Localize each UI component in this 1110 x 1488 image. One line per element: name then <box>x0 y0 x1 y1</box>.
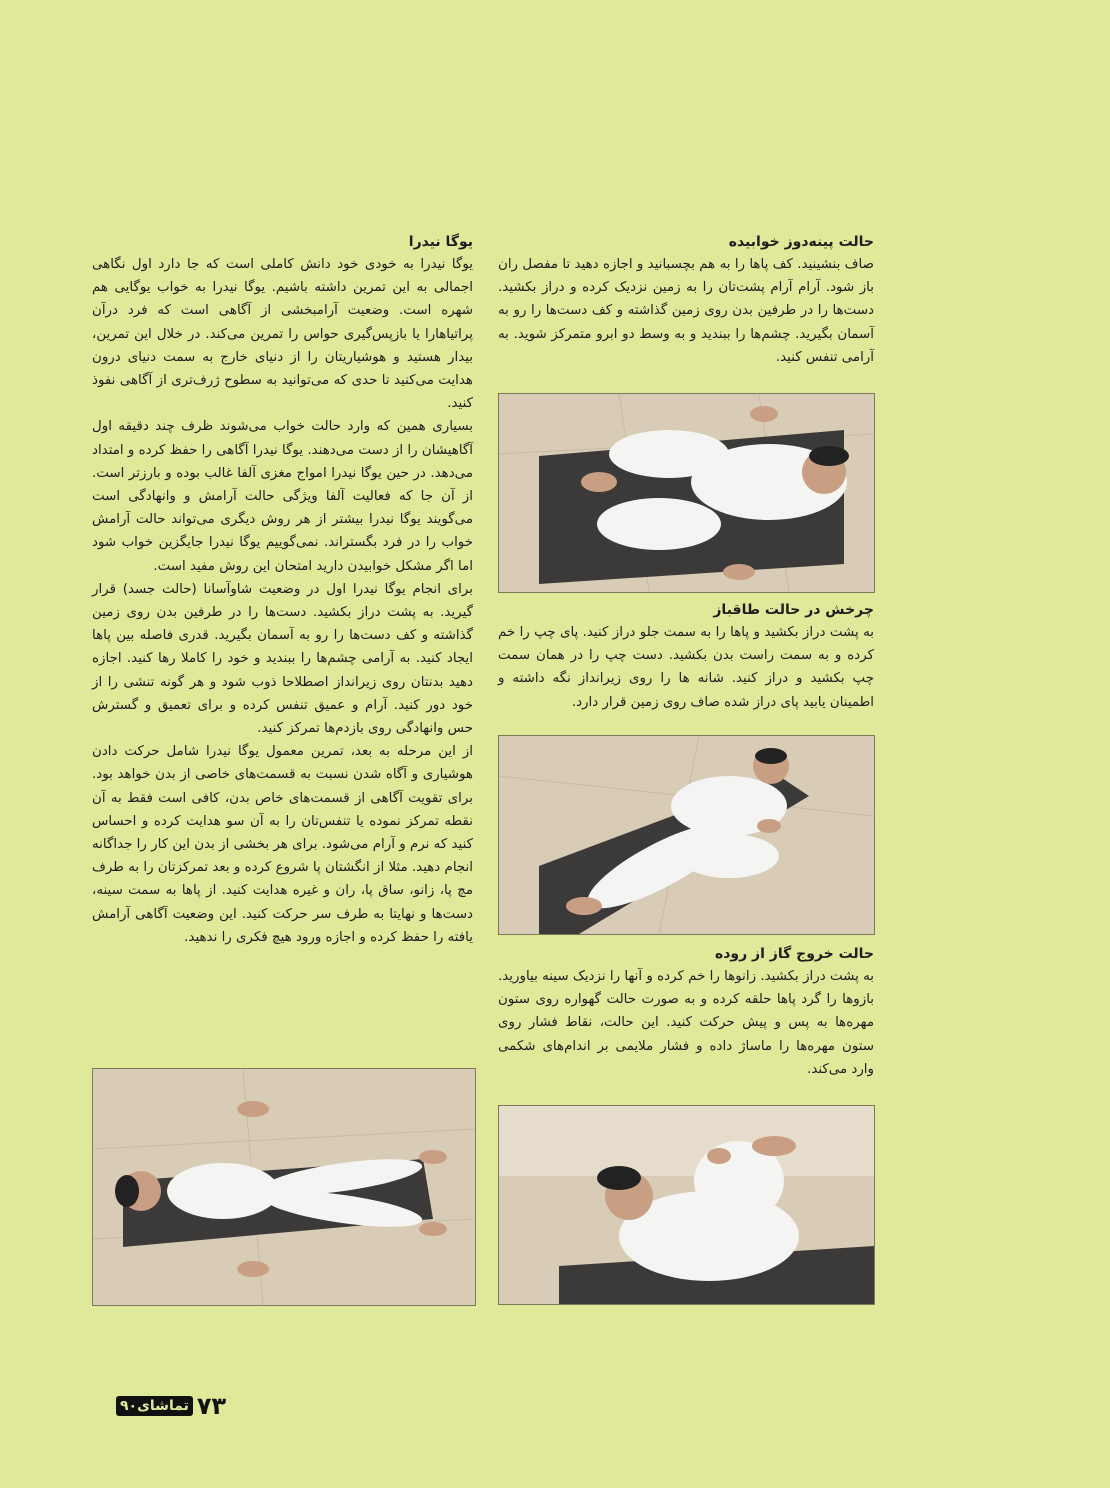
feet <box>752 1136 796 1156</box>
hand <box>723 564 755 580</box>
section-title: حالت خروج گاز از روده <box>714 946 874 962</box>
magazine-logo: تماشای۹۰ <box>116 1396 193 1416</box>
section-body: صاف بنشینید. کف پاها را به هم بچسبانید و اجازه دهید تا مفصل ران باز شود. آرام آرام پشت‌تان را به زمین نزدیک کرده و دراز بکشید. دست‌ها را در طرفین بدن روی زمین گذاشته و کف دست‌ها را رو به آسمان بگیرید. چشم‌ها را ببندید و به وسط دو ابرو متمرکز شوید. به آرامی تنفس کنید. <box>498 257 874 365</box>
section-title: حالت پینه‌دوز خوابیده <box>728 234 874 250</box>
paragraph: از این مرحله به بعد، تمرین معمول یوگا نیدرا شامل حرکت دادن هوشیاری و آگاه شدن نسبت به قسمت‌های خاصی از بدن خواهد بود. برای تقویت آگاهی از قسمت‌های خاص بدن، کافی است فقط به آن نقطه تمرکز نموده یا تنفس‌تان را به آن سو هدایت کرده و احساس کنید که نرم و آرام می‌شود. برای هر بخشی از بدن این کار را جداگانه انجام دهید. مثلا از انگشتان پا شروع کرده و بعد تمرکزتان را به طرف مچ پا، زانو، ساق پا، ران و غیره هدایت کنید. از پاها به سمت سینه، دست‌ها و نهایتا به طرف سر حرکت کنید. این وضعیت آگاهی آرامش یافته را حفظ کرده و اجازه ورود هیچ فکری را ندهید. <box>92 744 473 945</box>
left-leg <box>609 430 729 478</box>
section-title: چرخش در حالت طاقباز <box>713 602 874 618</box>
section-title: یوگا نیدرا <box>408 234 473 250</box>
photo-apanasana <box>498 1105 875 1305</box>
photo-savasana <box>92 1068 476 1306</box>
photo-supine-twist <box>498 735 875 935</box>
feet <box>581 472 617 492</box>
page-number: ۷۳ <box>196 1392 227 1420</box>
section-body: به پشت دراز بکشید. زانوها را خم کرده و آنها را نزدیک سینه بیاورید. بازوها را گرد پاها حلقه کرده و به صورت حالت گهواره روی ستون مهره‌ها به پس و پیش حرکت کنید. این حالت، نقاط فشار روی ستون مهره‌ها را ماساژ داده و فشار ملایمی بر اندام‌های شکمی وارد می‌کند. <box>498 969 874 1077</box>
hand <box>750 406 778 422</box>
paragraph: بسیاری همین که وارد حالت خواب می‌شوند ظرف چند دقیقه اول آگاهیشان را از دست می‌دهند. یوگا نیدرا آگاهی را حفظ کرده و امتداد می‌دهد. در حین یوگا نیدرا امواج مغزی آلفا غالب بوده و بارزتر است. از آن جا که فعالیت آلفا ویژگی حالت آرامش و وانهادگی است می‌گویند یوگا نیدرا بیشتر از هر روش دیگری می‌تواند حالت آرامش خواب را در فرد بگستراند. نمی‌گوییم یوگا نیدرا جایگزین خواب شود اما اگر مشکل خوابیدن دارید امتحان این روش مفید است. <box>92 419 473 574</box>
foot <box>419 1150 447 1164</box>
section-body: به پشت دراز بکشید و پاها را به سمت جلو دراز کنید. پای چپ را خم کرده و به سمت راست بدن بکشید. دست چپ را در همان سمت چپ بکشید و دراز کنید. شانه ها را روی زیرانداز نگه داشته و اطمینان یابید پای دراز شده صاف روی زمین قرار دارد. <box>498 625 874 710</box>
paragraph: برای انجام یوگا نیدرا اول در وضعیت شاوآسانا (حالت جسد) قرار گیرید. به پشت دراز بکشید. دست‌ها را در طرفین بدن روی زمین گذاشته و کف دست‌ها را رو به آسمان بگیرید. قدری فاصله بین پاها ایجاد کنید. به آرامی چشم‌ها را ببندید و خود را کاملا رها کنید. اجازه دهید بدنتان روی زیرانداز اصطلاحا ذوب شود و هر گونه تنشی را از خود دور کنید. آرام و عمیق تنفس کرده و برای تعمیق و گسترش حس وانهادگی روی بازدم‌ها تمرکز کنید. <box>92 581 473 737</box>
hair <box>597 1166 641 1190</box>
right-leg <box>597 498 721 550</box>
section-yoga-nidra <box>92 231 473 949</box>
hair <box>755 748 787 764</box>
section-twist <box>498 599 874 714</box>
page-footer <box>116 1393 226 1419</box>
photo-supta-baddha-konasana <box>498 393 875 593</box>
section-supta-baddha <box>498 231 874 369</box>
hands <box>707 1148 731 1164</box>
section-wind-release <box>498 943 874 1081</box>
hand <box>237 1261 269 1277</box>
hair <box>115 1175 139 1207</box>
paragraph: یوگا نیدرا به خودی خود دانش کاملی است که جا دارد اول نگاهی اجمالی به این تمرین داشته باشیم. یوگا نیدرا به خواب یوگایی هم شهره است. وضعیت آرامبخشی از آگاهی است که فرد درآن پراتیاهارا یا بازپس‌گیری حواس را تمرین می‌کند. در خلال این تمرین، بیدار هستید و هوشیاریتان را از دنیای خارج به سمت دنیای درون هدایت می‌کنید تا حدی که می‌توانید به سطوح ژرف‌تری از آگاهی نفوذ کنید. <box>92 257 473 412</box>
torso <box>167 1163 279 1219</box>
hand <box>237 1101 269 1117</box>
hand <box>757 819 781 833</box>
foot <box>419 1222 447 1236</box>
foot <box>566 897 602 915</box>
bent-leg <box>679 834 779 878</box>
hair <box>809 446 849 466</box>
